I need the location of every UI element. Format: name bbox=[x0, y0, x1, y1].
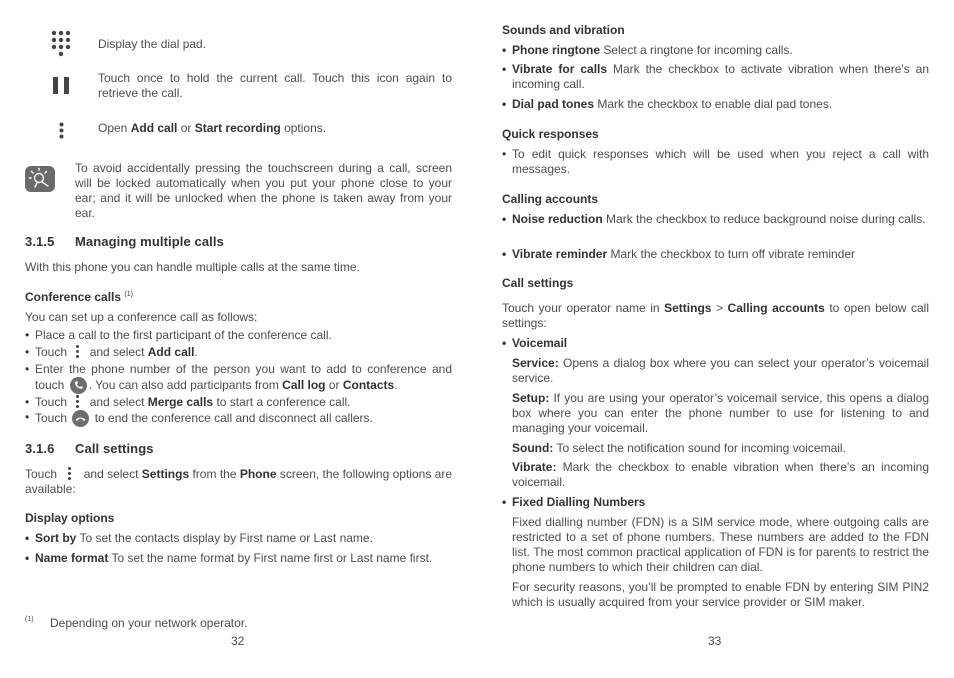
page-number-right: 33 bbox=[708, 634, 722, 648]
dialpad-description: Display the dial pad. bbox=[98, 37, 207, 51]
footnote-text: Depending on your network operator. bbox=[50, 616, 248, 630]
display-option-sort-by: • Sort by To set the contacts display by First name or Last name. bbox=[25, 531, 373, 545]
voicemail-setup: Setup: If you are using your operator’s voicemail service, this opens a dialog box where you can enter the phone number to use for listening to and managing your voicemail. bbox=[512, 391, 929, 435]
sounds-vibration-heading: Sounds and vibration bbox=[502, 23, 625, 37]
setting-vibrate-for-calls: • Vibrate for calls Mark the checkbox to activate vibration when there's an incoming call. bbox=[502, 62, 929, 91]
conference-calls-heading: Conference calls $^{(1)}$ bbox=[25, 290, 133, 304]
setting-phone-ringtone: • Phone ringtone Select a ringtone for incoming calls. bbox=[502, 43, 793, 57]
conference-step-3: • Enter the phone number of the person you want to add to conference and touch . You can also add participants from Call log or Contacts. bbox=[25, 362, 452, 392]
end-call-icon bbox=[72, 410, 89, 427]
call-settings-intro: Touch and select Settings from the Phone screen, the following options are available: bbox=[25, 467, 453, 496]
conference-step-5: • Touch to end the conference call and disconnect all callers. bbox=[25, 410, 373, 425]
display-option-name-format: • Name format To set the name format by First name first or Last name first. bbox=[25, 551, 433, 565]
call-settings-paragraph: Touch your operator name in Settings > Calling accounts to open below call settings: bbox=[502, 301, 929, 330]
pause-icon bbox=[53, 77, 69, 94]
page-number-left: 32 bbox=[231, 634, 245, 648]
more-vert-icon bbox=[76, 345, 80, 358]
tip-lightbulb-icon bbox=[25, 166, 55, 192]
setting-quick-responses: • To edit quick responses which will be used when you reject a call with messages. bbox=[502, 147, 929, 176]
setting-vibrate-reminder: • Vibrate reminder Mark the checkbox to turn off vibrate reminder bbox=[502, 247, 856, 261]
section-heading-managing-calls: 3.1.5 Managing multiple calls bbox=[25, 234, 224, 249]
voicemail-heading: • Voicemail bbox=[502, 336, 568, 350]
fdn-heading: • Fixed Dialling Numbers bbox=[502, 495, 646, 509]
managing-calls-intro: With this phone you can handle multiple calls at the same time. bbox=[25, 260, 360, 274]
fdn-security: For security reasons, you’ll be prompted to enable FDN by entering SIM PIN2 which is usually acquired from your service provider or SIM maker. bbox=[512, 580, 929, 609]
pause-description: Touch once to hold the current call. Touch this icon again to retrieve the call. bbox=[98, 71, 452, 100]
section-heading-call-settings: 3.1.6 Call settings bbox=[25, 441, 154, 456]
more-vert-icon bbox=[59, 122, 64, 139]
voicemail-sound: Sound: To select the notification sound for incoming voicemail. bbox=[512, 441, 846, 455]
conference-step-2: • Touch and select Add call. bbox=[25, 345, 198, 359]
conference-intro: You can set up a conference call as follows: bbox=[25, 310, 258, 324]
quick-responses-heading: Quick responses bbox=[502, 127, 599, 141]
calling-accounts-heading: Calling accounts bbox=[502, 192, 599, 206]
call-settings-subheading: Call settings bbox=[502, 276, 574, 290]
voicemail-service: Service: Opens a dialog box where you can select your operator’s voicemail service. bbox=[512, 356, 929, 385]
setting-dial-pad-tones: • Dial pad tones Mark the checkbox to enable dial pad tones. bbox=[502, 97, 833, 111]
tip-text: To avoid accidentally pressing the touchscreen during a call, screen will be locked automatically when you put your phone close to your ear; and it will be unlocked when the phone is taken away from your ear. bbox=[75, 161, 452, 220]
more-description: Open Add call or Start recording options. bbox=[98, 121, 327, 135]
dialpad-icon bbox=[51, 30, 71, 58]
fdn-description: Fixed dialling number (FDN) is a SIM service mode, where outgoing calls are restricted to a set of phone numbers. These numbers are added to the FDN list. The most common practical application of FDN is for parents to restrict the phone numbers to which their children can dial. bbox=[512, 515, 929, 574]
add-call-icon bbox=[70, 377, 87, 394]
setting-noise-reduction: • Noise reduction Mark the checkbox to reduce background noise during calls. bbox=[502, 212, 926, 226]
more-vert-icon bbox=[68, 467, 72, 480]
voicemail-vibrate: Vibrate: Mark the checkbox to enable vibration when there's an incoming voicemail. bbox=[512, 460, 929, 489]
display-options-heading: Display options bbox=[25, 511, 115, 525]
more-vert-icon bbox=[76, 395, 80, 408]
conference-step-4: • Touch and select Merge calls to start a conference call. bbox=[25, 395, 351, 409]
footnote-mark: (1) bbox=[25, 616, 34, 623]
conference-step-1: • Place a call to the first participant of the conference call. bbox=[25, 328, 332, 342]
